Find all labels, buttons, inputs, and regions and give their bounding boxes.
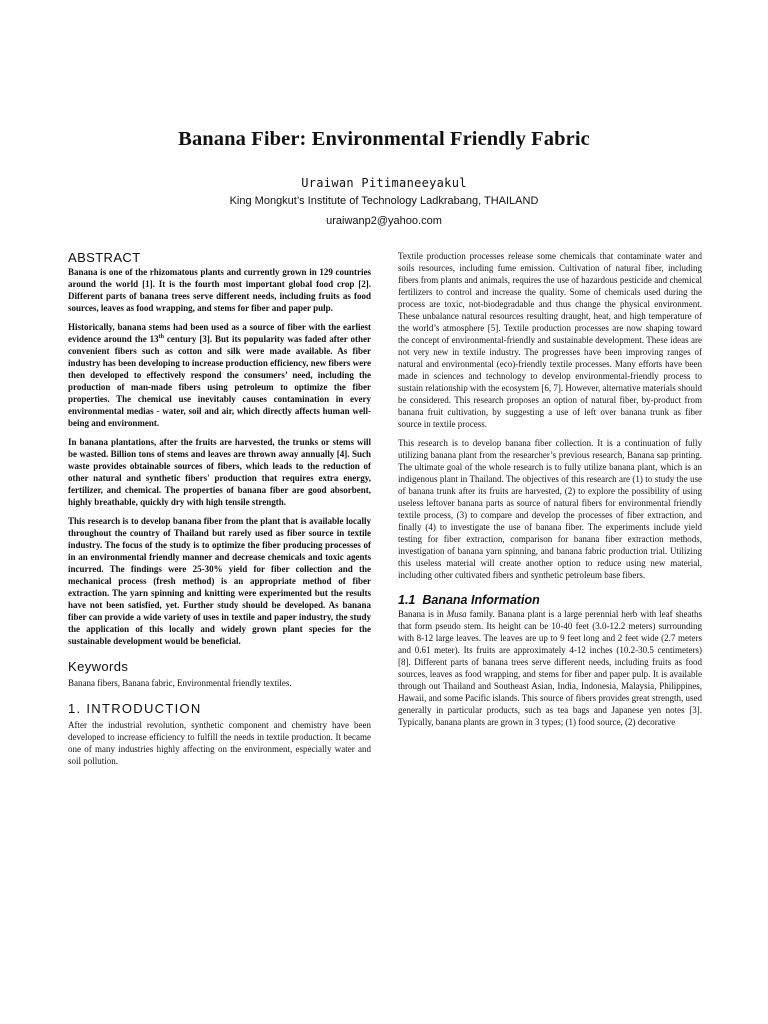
author-name: Uraiwan Pitimaneeyakul xyxy=(301,176,467,190)
abstract-heading: ABSTRACT xyxy=(68,250,141,265)
abstract-body xyxy=(68,266,371,647)
keywords-text: Banana fibers, Banana fabric, Environmental friendly textiles. xyxy=(68,678,292,688)
introduction-paragraph: After the industrial revolution, synthetic component and chemistry have been developed to increase efficiency to fulfill the needs in textile production. It became one of many industries highly affecting on the environment, especially water and soil pollution. xyxy=(68,720,371,766)
left-column xyxy=(68,250,371,767)
introduction-paragraph: This research is to develop banana fiber collection. It is a continuation of fully utilizing banana plant from the researcher’s previous research, Banana sap printing. The ultimate goal of the whole research is to fully utilize banana plant, which is an indigenous plant in Thailand. The objectives of this research are (1) to study the use of banana trunk after its fruits are harvested, (2) to explore the possibility of using useless leftover banana parts as source of natural fibers for environmental friendly textile process, (3) to compare and develop the processes of fiber extraction, and finally (4) to investigate the use of banana fiber. The experiments include yield testing for fiber extraction, comparison for banana fiber extraction methods, investigation of banana yarn spinning, and banana fabric production trial. Utilizing this useless material will create another option to reduce using new material, including other cultivated fibers and synthetic petroleum base fibers. xyxy=(398,438,702,580)
keywords-heading: Keywords xyxy=(68,659,129,674)
abstract-paragraph: In banana plantations, after the fruits are harvested, the trunks or stems will be wasted. Billion tons of stems and leaves are thrown away annually [4]. Such waste provides obtainable sources of fibers, which leads to the reduction of other natural and synthetic fibers' production that requires extra energy, fertilizer, and chemical. The properties of banana fiber are good absorbent, highly breathable, quickly dry with high tensile strength. xyxy=(68,437,371,507)
abstract-paragraph: This research is to develop banana fiber from the plant that is available locally throughout the country of Thailand but rarely used as fiber source in textile industry. The focus of the study is to optimize the fiber producing processes of in an environmental friendly manner and decrease chemicals and toxic agents incurred. The findings were 25-30% yield for fiber collection and the mechanical process (fresh method) is an appropriate method of fiber extraction. The yarn spinning and knitting were experimented but the results have not been satisfied, yet. Further study should be developed. As banana fiber can provide a wide variety of uses in textile and paper industry, the study the application of this locally and widely grown plant species for the sustainable development would be beneficial. xyxy=(68,516,371,646)
author-email: uraiwanp2@yahoo.com xyxy=(326,215,442,227)
abstract-paragraph: Historically, banana stems had been used as a source of fiber with the earliest evidence around the 13th century [3]. But its popularity was faded after other convenient fibers such as cotton and silk were made available. As fiber industry has been developing to increase production efficiency, new fibers were then developed to effectively respond the consumers’ need, including the production of man-made fibers using petroleum to optimize the fiber properties. The chemical use inevitably causes contamination in every environmental medias - water, soil and air, which directly affects human well-being and environment. xyxy=(68,322,371,428)
author-affiliation: King Mongkut’s Institute of Technology Ladkrabang, THAILAND xyxy=(229,195,539,207)
abstract-paragraph: Banana is one of the rhizomatous plants and currently grown in 129 countries around the world [1]. It is the fourth most important global food crop [2]. Different parts of banana trees serve different needs, including fruits as food sources, leaves as food wrapping, and stems for fiber and paper pulp. xyxy=(68,267,371,313)
introduction-heading: 1. INTRODUCTION xyxy=(68,701,202,716)
right-column xyxy=(398,250,702,728)
paper-title: Banana Fiber: Environmental Friendly Fabric xyxy=(178,128,590,150)
introduction-paragraph: Textile production processes release some chemicals that contaminate water and soils resources, including fume emission. Cultivation of natural fiber, including fibers from plants and animals, requires the use of hazardous pesticide and chemical fertilizers to control and increase the quality. Some of chemicals used during the process are toxic, not-biodegradable and thus change the physical environment. These unbalance natural resources resulting draught, heat, and high temperature of the world’s atmosphere [5]. Textile production processes are now shaping toward the concept of environmental-friendly and sustainable development. These ideas are not very new in textile industry. The progresses have been improving ranges of natural and environmental (eco)-friendly textile processes. Many efforts have been made in sciences and technology to develop environmental-friendly process to sustain relationship with the ecosystem [6, 7]. However, alternative materials should be considered. This research proposes an option of natural fiber, by-product from banana fruit cultivation, by suggesting a use of left over banana trunk as fiber source in textile process. xyxy=(398,251,702,429)
banana-info-heading: 1.1 Banana Information xyxy=(398,593,540,607)
banana-info-paragraph: Banana is in Musa family. Banana plant is a large perennial herb with leaf sheaths that form pseudo stem. Its height can be 10-40 feet (3.0-12.2 meters) surrounding with 8-12 large leaves. The leaves are up to 9 feet long and 2 feet wide (2.7 meters and 0.61 meter). Its fruits are approximately 4-12 inches (10.2-30.5 centimeters) [8]. Different parts of banana trees serve different needs, including fruits as food sources, leaves as food wrapping, and stems for fiber and paper pulp. It is available through out Thailand and Southeast Asian, India, Indonesia, Malaysia, Philippines, Hawaii, and some Pacific islands. This source of fibers provides great strength, used generally in particular products, such as tea bags and Japanese yen notes [3]. Typically, banana plants are grown in 3 types; (1) food source, (2) decorative xyxy=(398,609,702,727)
